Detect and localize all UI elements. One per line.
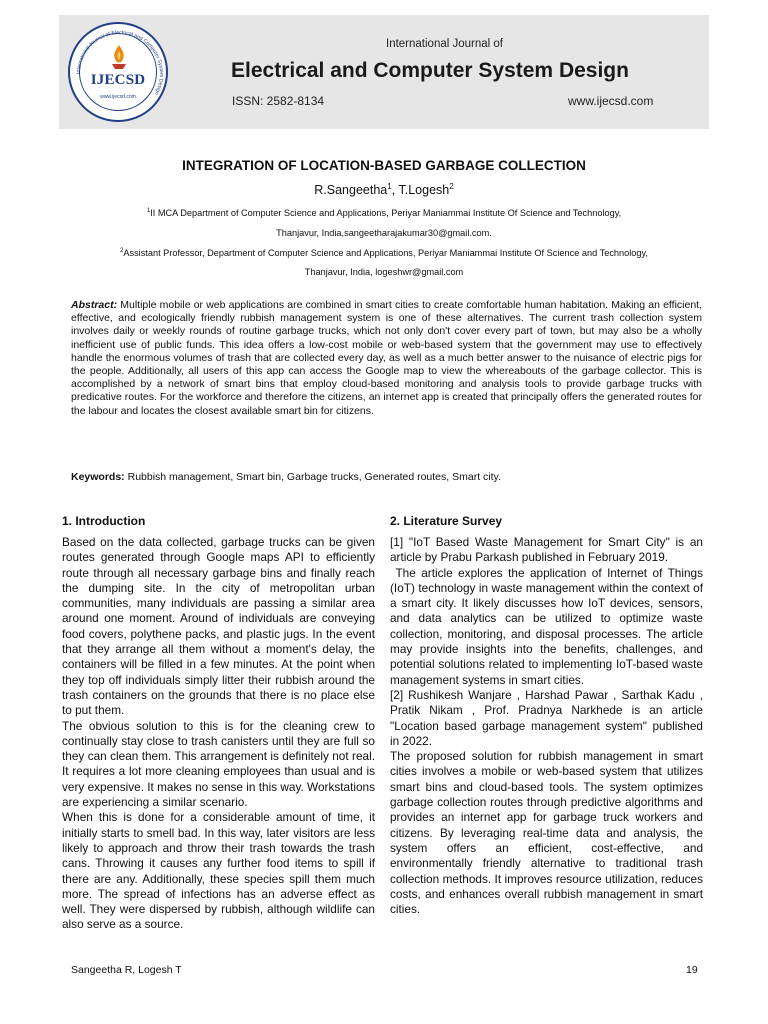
affiliation-1-line-2: Thanjavur, India,sangeetharajakumar30@gmail.com. (276, 228, 492, 238)
abstract-label: Abstract: (71, 299, 118, 311)
affiliation-2-text: Assistant Professor, Department of Computer Science and Applications, Periyar Maniammai Institute Of Science and Technology, (123, 248, 648, 258)
lit-paragraph-1: [1] "IoT Based Waste Management for Smart City" is an article by Prabu Parkash published in February 2019. (390, 535, 703, 565)
logo-abbreviation: IJECSD (90, 72, 146, 88)
keywords (71, 471, 702, 483)
intro-paragraph-1: Based on the data collected, garbage trucks can be given routes generated through Google maps API to efficiently route through all necessary garbage bins and finally reach the dumping site. In the city of metropolitan urban communities, many individuals are passing a similar area around one moment. Around of individuals are conveying food covers, polythene packs, and plastic jugs. In the event that they arrange all them without a moment's delay, the containers will be filled in a few minutes. At the point when they top off individuals simply litter their rubbish around the trash containers on the grounds that there is no place else to put them. (62, 535, 375, 718)
lit-paragraph-3: [2] Rushikesh Wanjare , Harshad Pawar , Sarthak Kadu , Pratik Nikam , Prof. Pradnya Narkhede is an article "Location based garbage management system" published in 2022. (390, 687, 703, 748)
journal-header (59, 15, 709, 129)
intro-paragraph-3: When this is done for a considerable amount of time, it initially starts to smell bad. In this way, later visitors are less likely to approach and throw their trash towards the trash cans. Throwing it causes any further food items to spill if there are any. Additionally, these species spill them much more. The spread of infections has an adverse effect as well. They were dispersed by rubbish, although wildlife can also serve as a source. (62, 810, 375, 932)
affiliation-1-text: II MCA Department of Computer Science and Applications, Periyar Maniammai Institute Of Science and Technology, (150, 208, 622, 218)
affiliation-1-sup: 1 (146, 207, 151, 214)
issn: ISSN: 2582-8134 (232, 94, 325, 108)
affiliation-1-line-1 (0, 208, 768, 218)
author-2: , T.Logesh (391, 183, 450, 197)
logo-ring-label: International Journal of Electrical and Computer System Design (75, 29, 165, 96)
author-line (0, 183, 768, 197)
keywords-text: Rubbish management, Smart bin, Garbage trucks, Generated routes, Smart city. (124, 471, 501, 483)
author-2-sup: 2 (449, 181, 454, 191)
page-number: 19 (686, 964, 698, 976)
paper-title: INTEGRATION OF LOCATION-BASED GARBAGE COLLECTION (182, 158, 586, 173)
introduction-heading: 1. Introduction (62, 514, 146, 528)
journal-website: www.ijecsd.com (568, 94, 654, 108)
affiliation-2-line-2: Thanjavur, India, logeshwr@gmail.com (304, 267, 464, 277)
journal-title: Electrical and Computer System Design (231, 59, 629, 82)
journal-subtitle: International Journal of (386, 38, 503, 50)
lit-paragraph-4: The proposed solution for rubbish management in smart cities involves a mobile or web-based system that utilizes smart bins and cloud-based tools. The system optimizes garbage collection routes through predictive algorithms and provides an internet app for garbage truck workers and citizens. By leveraging real-time data and analysis, the system offers an efficient, cost-effective, and environmentally friendly alternative to traditional trash collection methods. It improves resource utilization, reduces costs, and enhances overall rubbish management in smart cities. (390, 749, 703, 917)
lamp-flame-icon (110, 44, 128, 70)
logo-url: www.ijecsd.com (100, 94, 136, 100)
journal-logo (68, 22, 168, 122)
introduction-body (62, 535, 375, 933)
abstract (71, 299, 702, 418)
literature-survey-heading: 2. Literature Survey (390, 514, 503, 528)
literature-survey-body (390, 535, 707, 917)
keywords-label: Keywords: (71, 471, 125, 483)
author-1: R.Sangeetha (314, 183, 388, 197)
author-1-sup: 1 (387, 181, 392, 191)
lit-paragraph-2: The article explores the application of Internet of Things (IoT) technology in waste management within the context of a smart city. It likely discusses how IoT devices, sensors, and data analytics can be utilized to optimize waste collection, monitoring, and disposal processes. The article may provide insights into the benefits, challenges, and potential solutions related to implementing IoT-based waste management systems in smart cities. (390, 565, 707, 687)
intro-paragraph-2: The obvious solution to this is for the cleaning crew to continually stay close to trash canisters until they are full so they can clean them. This arrangement is definitely not real. It requires a lot more cleaning employees than usual and is very expensive. It makes no sense in this way. Workstations are experiencing a similar scenario. (62, 718, 375, 810)
footer-authors: Sangeetha R, Logesh T (71, 964, 182, 976)
abstract-text: Multiple mobile or web applications are combined in smart cities to create comfortable human habitation. Making an efficient, effective, and ecologically friendly rubbish management system is one of these alternatives. The current trash collection system involves daily or weekly rounds of routine garbage trucks, which not only don't cover every part of town, but may also be a wholly inefficient use of public funds. This idea offers a low-cost mobile or web-based system that the government may use to effectively handle the enormous volumes of trash that are collected every day, as well as a much better answer to the nuisance of electric pigs for the people. Additionally, all users of this app can access the Google map to view the whereabouts of the garbage collector. This is accomplished by a network of smart bins that employ cloud-based monitoring and analysis tools to provide garbage trucks with predicative routes. For the workforce and therefore the citizens, an internet app is created that principally offers the generated routes for the labour and locates the closest available smart bin for citizens. (71, 299, 703, 417)
affiliation-2-line-1 (0, 248, 768, 258)
affiliation-2-sup: 2 (120, 247, 124, 254)
